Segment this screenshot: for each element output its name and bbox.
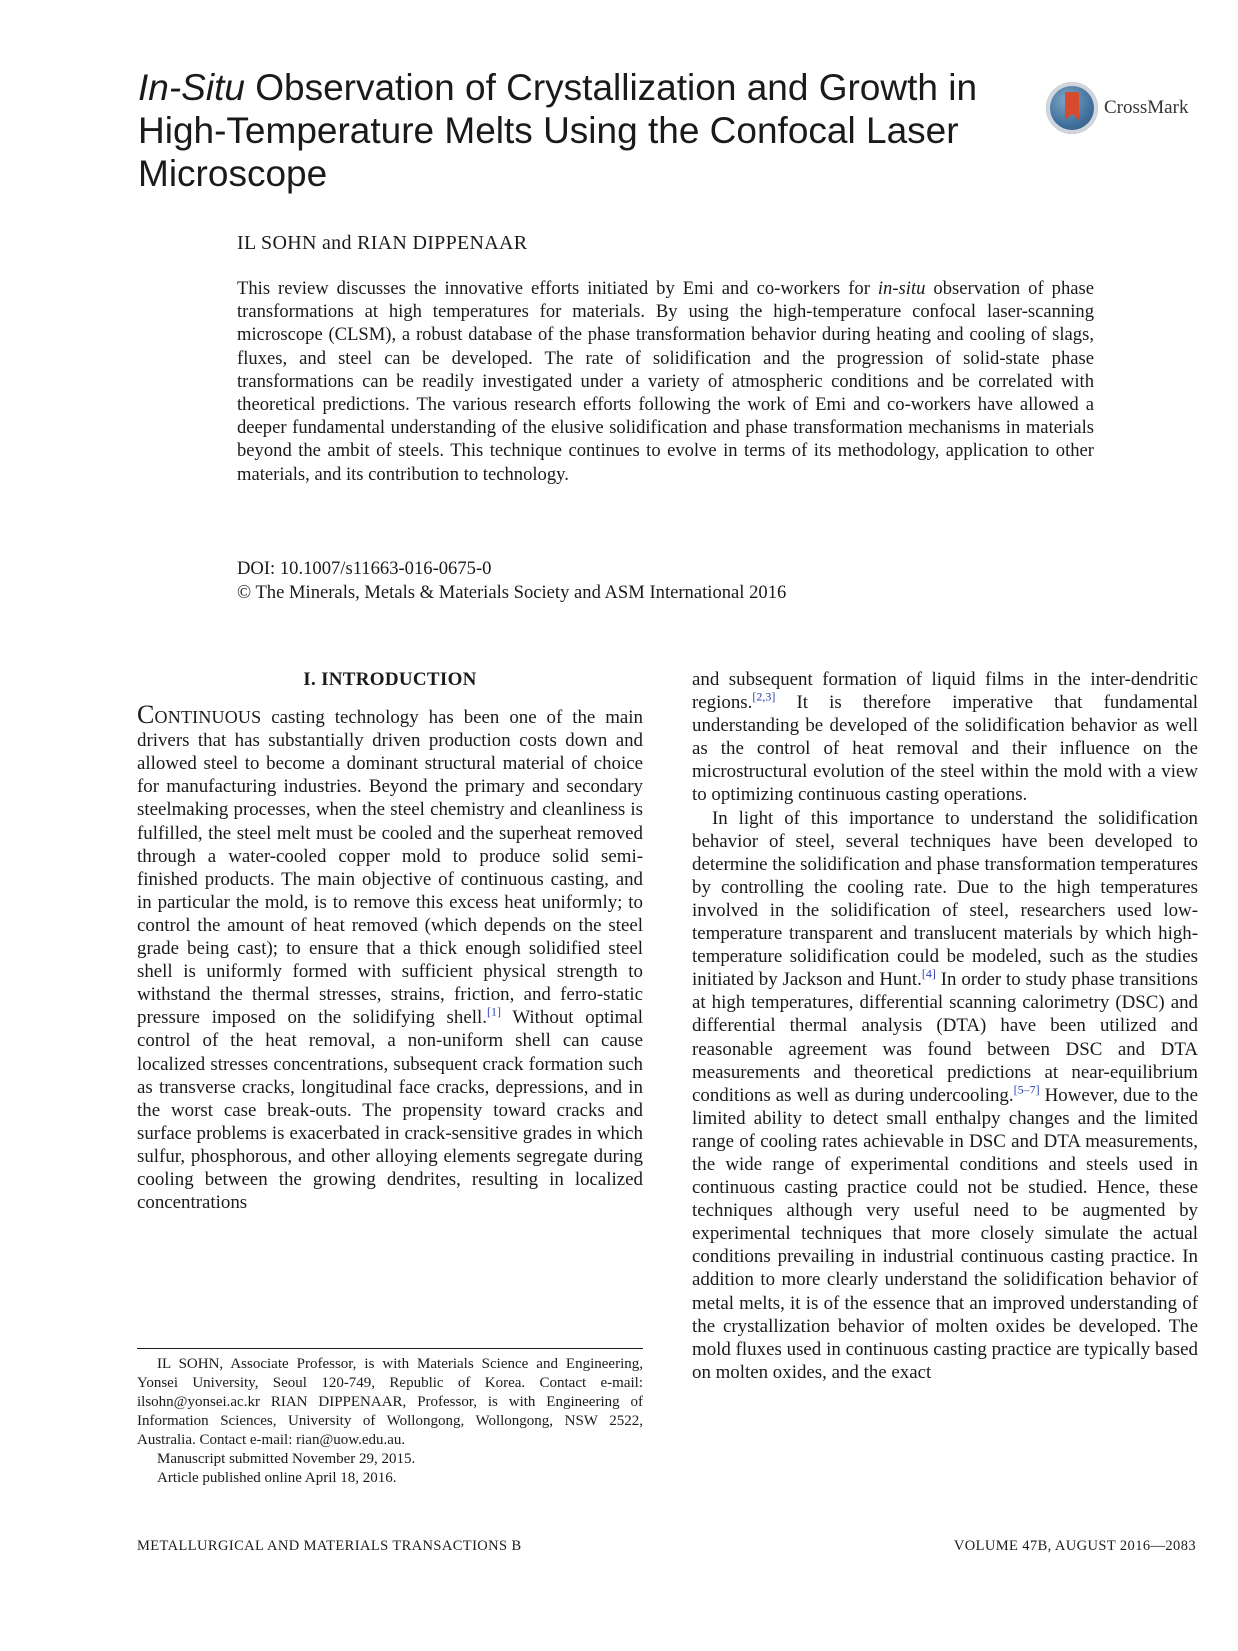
abstract-italic: in-situ: [877, 278, 926, 299]
intro-p1-text-a: casting technology has been one of the main drivers that has substantially driven production costs down and allowed steel to become a dominant structural material of choice for manufacturing industries. Beyond the primary and secondary steelmaking processes, when the steel chemistry and cleanliness is fulfilled, the steel melt must be cooled and the superheat removed through a water-cooled copper mold to produce solid semi-finished products. The main objective of continuous casting, and in particular the mold, is to remove this excess heat uniformly; to control the amount of heat removed (which depends on the steel grade being cast); to ensure that a thick enough solidified steel shell is uniformly formed with sufficient physical strength to withstand the thermal stresses, strains, friction, and ferro-static pressure imposed on the solidifying shell.: [137, 707, 643, 1029]
footnote-submitted: Manuscript submitted November 29, 2015.: [157, 1451, 416, 1467]
footnote: [137, 1355, 643, 1488]
journal-name: METALLURGICAL AND MATERIALS TRANSACTIONS B: [137, 1538, 522, 1554]
right-p2-text-b: In order to study phase transitions at high temperatures, differential scanning calorimetry (DSC) and differential thermal analysis (DTA) have been utilized and reasonable agreement was found between DSC and DTA measurements and theoretical predictions at near-equilibrium conditions as well as during undercooling.: [692, 969, 1198, 1106]
intro-paragraph-1-cont: [692, 668, 1198, 807]
footnote-divider: [137, 1348, 643, 1349]
title-italic: In-Situ: [138, 67, 245, 108]
abstract-part1: This review discusses the innovative efforts initiated by Emi and co-workers for: [237, 278, 878, 299]
intro-p1-text-b: Without optimal control of the heat removal, a non-uniform shell can cause localized stresses concentrations, subsequent crack formation such as transverse cracks, longitudinal face cracks, depressions, and in the worst case break-outs. The propensity toward cracks and surface problems is exacerbated in crack-sensitive grades in which sulfur, phosphorous, and other alloying elements segregate during cooling between the growing dendrites, resulting in localized concentrations: [137, 1007, 643, 1214]
dropcap-word: Continuous: [137, 700, 262, 730]
abstract: [237, 277, 1094, 486]
crossmark-label: CrossMark: [1104, 97, 1189, 118]
citation-link[interactable]: [5–7]: [1013, 1082, 1040, 1097]
right-column: [692, 668, 1198, 1384]
citation-link[interactable]: [1]: [486, 1005, 501, 1020]
right-p2-text-a: In light of this importance to understand the solidification behavior of steel, several techniques have been developed to determine the solidification and phase transformation temperatures by controlling the cooling rate. Due to the high temperatures involved in the solidification of steel, researchers used low-temperature transparent and translucent materials by which high-temperature solidification could be modeled, such as the studies initiated by Jackson and Hunt.: [692, 807, 1198, 991]
citation-link[interactable]: [2,3]: [752, 689, 776, 704]
footnote-published: Article published online April 18, 2016.: [157, 1470, 397, 1486]
authors: IL SOHN and RIAN DIPPENAAR: [237, 232, 528, 254]
article-title: [138, 66, 1038, 195]
left-column: [137, 668, 643, 1214]
abstract-part2: observation of phase transformations at high temperatures for materials. By using the high-temperature confocal laser-scanning microscope (CLSM), a robust database of the phase transformation behavior during heating and cooling of slags, fluxes, and steel can be developed. The rate of solidification and the progression of solid-state phase transformations can be readily investigated under a variety of atmospheric conditions and be correlated with theoretical predictions. The various research efforts following the work of Emi and co-workers have allowed a deeper fundamental understanding of the elusive solidification and phase transformation mechanisms in materials beyond the ambit of steels. This technique continues to evolve in terms of its methodology, application to other materials, and its contribution to technology.: [237, 278, 1094, 485]
intro-paragraph-2: [692, 807, 1198, 1384]
volume-page: VOLUME 47B, AUGUST 2016—2083: [953, 1538, 1196, 1554]
intro-paragraph-1: [137, 700, 643, 1214]
section-heading: I. INTRODUCTION: [303, 669, 477, 690]
right-p2-text-c: However, due to the limited ability to detect small enthalpy changes and the limited range of cooling rates achievable in DSC and DTA measurements, the wide range of experimental conditions and steels used in continuous casting practice could not be studied. Hence, these techniques although very useful need to be augmented by experimental techniques that more closely simulate the actual conditions prevailing in industrial continuous casting practice. In addition to more clearly understand the solidification behavior of metal melts, it is of the essence that an improved understanding of the crystallization behavior of molten oxides be developed. The mold fluxes used in continuous casting practice are typically based on molten oxides, and the exact: [692, 1084, 1198, 1383]
citation-link[interactable]: [4]: [921, 966, 936, 981]
title-rest: Observation of Crystallization and Growth in High-Temperature Melts Using the Confocal Laser Microscope: [138, 67, 978, 194]
crossmark-icon: [1046, 82, 1098, 134]
right-p1-text-a: and subsequent formation of liquid films in the inter-dendritic regions.: [692, 669, 1198, 714]
footnote-affiliation: IL SOHN, Associate Professor, is with Materials Science and Engineering, Yonsei University, Seoul 120-749, Republic of Korea. Contact e-mail: ilsohn@yonsei.ac.kr RIAN DIPPENAAR, Professor, is with Engineering of Information Sciences, University of Wollongong, Wollongong, NSW 2522, Australia. Contact e-mail: rian@uow.edu.au.: [137, 1356, 643, 1448]
doi[interactable]: DOI: 10.1007/s11663-016-0675-0: [237, 558, 492, 579]
copyright: © The Minerals, Metals & Materials Society and ASM International 2016: [237, 582, 787, 603]
right-p1-text-b: It is therefore imperative that fundamental understanding be developed of the solidification behavior as well as the control of heat removal and their influence on the microstructural evolution of the steel within the mold with a view to optimizing continuous casting operations.: [692, 692, 1198, 806]
crossmark-badge[interactable]: [1046, 78, 1238, 138]
